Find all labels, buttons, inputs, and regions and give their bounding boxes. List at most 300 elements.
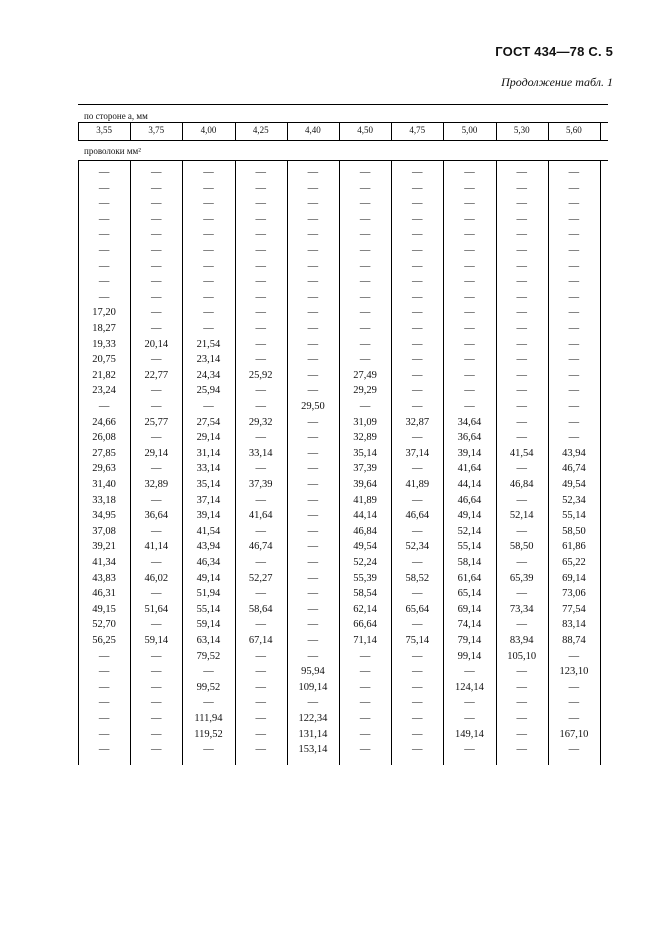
table-cell: —	[151, 713, 162, 724]
table-cell: —	[255, 525, 266, 537]
table-cell: 31,14	[196, 447, 221, 459]
table-cell: —	[255, 198, 266, 210]
table-cell: 25,92	[248, 369, 273, 381]
table-cell: —	[307, 338, 319, 350]
table-cell: 23,14	[196, 354, 221, 366]
header-divider	[339, 122, 340, 140]
table-cell: —	[568, 744, 580, 756]
table-cell: —	[516, 369, 527, 381]
table-cell: —	[568, 260, 580, 272]
table-cell: —	[516, 245, 527, 256]
table-cell: 41,54	[509, 447, 534, 459]
table-cell: 31,40	[92, 479, 116, 490]
table-cell: —	[255, 650, 266, 662]
table-cell: 75,14	[405, 635, 430, 646]
table-cell: —	[255, 229, 266, 241]
table-cell: 52,24	[353, 557, 377, 568]
table-cell: —	[464, 213, 475, 225]
table-cell: —	[98, 697, 110, 709]
table-cell: 21,54	[196, 338, 221, 350]
table-cell: —	[307, 447, 319, 459]
table-cell: 33,14	[196, 463, 221, 475]
table-cell: —	[98, 245, 110, 256]
table-cell: 31,09	[353, 416, 377, 428]
caption-rule	[78, 122, 608, 123]
table-cell: —	[412, 744, 423, 756]
table-cell: —	[307, 603, 319, 615]
table-cell: 27,49	[353, 369, 377, 381]
table-cell: —	[412, 697, 423, 709]
table-cell: —	[255, 307, 266, 319]
header-divider	[235, 122, 236, 140]
table-cell: —	[203, 276, 214, 288]
table-cell: 33,14	[248, 447, 273, 459]
table-cell: 39,21	[92, 541, 116, 553]
table-cell: —	[464, 697, 475, 709]
table-cell: —	[151, 557, 162, 568]
table-cell: —	[151, 245, 162, 256]
table-cell: 43,94	[196, 541, 221, 553]
header-divider	[496, 122, 497, 140]
column-header: 4,40	[305, 125, 321, 135]
table-cell: —	[568, 229, 580, 241]
table-cell: —	[412, 307, 423, 319]
table-cell: —	[98, 713, 110, 724]
table-cell: —	[307, 416, 319, 428]
table-cell: —	[359, 167, 371, 178]
table-cell: —	[412, 182, 423, 194]
column-header: 5,00	[461, 125, 478, 135]
table-cell: —	[359, 291, 371, 303]
table-cell: —	[255, 463, 266, 475]
table-cell: 46,02	[144, 572, 169, 584]
table-cell: —	[255, 338, 266, 350]
table-cell: —	[255, 167, 266, 178]
table-cell: 59,14	[196, 619, 221, 631]
table-cell: —	[203, 666, 214, 678]
table-cell: —	[516, 229, 527, 241]
table-cell: —	[412, 385, 423, 397]
table-cell: —	[203, 291, 214, 303]
table-cell: 36,64	[144, 510, 169, 522]
header-divider	[130, 122, 131, 140]
table-cell: 56,25	[92, 635, 116, 646]
table-cell: —	[98, 681, 110, 693]
table-cell: —	[516, 728, 527, 740]
header-divider	[391, 122, 392, 140]
table-cell: —	[568, 291, 580, 303]
page-code: ГОСТ 434—78 С. 5	[495, 44, 613, 59]
table-cell: —	[516, 167, 527, 178]
table-cell: —	[516, 619, 527, 631]
table-cell: —	[151, 681, 162, 693]
table-cell: 52,14	[509, 510, 534, 522]
table-cell: —	[255, 494, 266, 506]
table-cell: 55,14	[196, 603, 221, 615]
table-cell: 49,14	[457, 510, 482, 522]
table-cell: —	[151, 744, 162, 756]
table-cell: —	[151, 666, 162, 678]
table-cell: —	[412, 619, 423, 631]
table-cell: 52,34	[562, 494, 586, 506]
table-cell: —	[516, 307, 527, 319]
table-cell: —	[307, 198, 319, 210]
table-cell: —	[464, 291, 475, 303]
table-cell: —	[151, 323, 162, 334]
table-cell: —	[516, 198, 527, 210]
table-cell: 55,39	[353, 572, 377, 584]
table-cell: —	[359, 681, 371, 693]
table-cell: 24,34	[196, 369, 221, 381]
table-cell: —	[203, 229, 214, 241]
table-cell: —	[98, 666, 110, 678]
table-cell: —	[151, 588, 162, 600]
header-divider	[600, 122, 601, 140]
table-cell: —	[151, 494, 162, 506]
table-cell: —	[516, 681, 527, 693]
table-cell: —	[151, 525, 162, 537]
table-continuation-label: Продолжение табл. 1	[501, 75, 613, 89]
table-cell: 41,14	[144, 541, 169, 553]
table-cell: —	[516, 588, 527, 600]
table-cell: —	[151, 213, 162, 225]
table-cell: 39,14	[457, 447, 482, 459]
table-cell: 167,10	[559, 728, 589, 740]
table-cell: —	[464, 401, 475, 412]
caption-wire: проволоки мм²	[84, 146, 141, 156]
table-cell: —	[464, 245, 475, 256]
table-cell: 27,85	[92, 447, 116, 459]
table-cell: —	[516, 525, 527, 537]
table-cell: —	[151, 198, 162, 210]
table-cell: 52,34	[405, 541, 430, 553]
table-cell: —	[203, 307, 214, 319]
table-cell: —	[307, 167, 319, 178]
table-cell: —	[516, 494, 527, 506]
table-cell: —	[255, 432, 266, 444]
table-cell: —	[98, 728, 110, 740]
table-cell: 33,18	[92, 494, 116, 506]
table-cell: 73,06	[562, 588, 586, 600]
table-cell: —	[307, 510, 319, 522]
table-cell: —	[307, 541, 319, 553]
header-divider	[182, 122, 183, 140]
table-cell: —	[255, 588, 266, 600]
table-cell: 83,94	[509, 635, 534, 646]
table-cell: —	[412, 276, 423, 288]
table-cell: 65,14	[457, 588, 482, 600]
table-cell: 51,64	[144, 603, 169, 615]
table-cell: —	[98, 260, 110, 272]
table-cell: —	[359, 245, 371, 256]
table-cell: 83,14	[562, 619, 586, 631]
table-cell: 55,14	[457, 541, 482, 553]
table-cell: 77,54	[562, 603, 586, 615]
table-cell: 43,94	[562, 447, 586, 459]
table-cell: —	[412, 167, 423, 178]
table-cell: —	[412, 650, 423, 662]
caption-side: по стороне a, мм	[84, 111, 148, 121]
table-cell: 66,64	[353, 619, 377, 631]
table-cell: —	[151, 229, 162, 241]
table-cell: —	[203, 198, 214, 210]
table-cell: —	[516, 276, 527, 288]
table-cell: —	[568, 713, 580, 724]
table-cell: —	[359, 260, 371, 272]
table-cell: 49,14	[196, 572, 221, 584]
table-cell: 71,14	[353, 635, 377, 646]
table-cell: 29,14	[196, 432, 221, 444]
column-header: 4,00	[200, 125, 217, 135]
table-cell: —	[307, 494, 319, 506]
table-cell: —	[412, 666, 423, 678]
table-cell: —	[464, 167, 475, 178]
table-cell: —	[255, 681, 266, 693]
table-cell: —	[203, 697, 214, 709]
table-cell: 34,64	[457, 416, 482, 428]
table-cell: 18,27	[92, 323, 116, 334]
table-cell: —	[516, 338, 527, 350]
table-cell: 32,87	[405, 416, 430, 428]
table-cell: —	[516, 697, 527, 709]
table-cell: 65,39	[509, 572, 534, 584]
table-cell: —	[412, 432, 423, 444]
table-cell: —	[412, 338, 423, 350]
table-cell: —	[203, 245, 214, 256]
table-cell: 23,24	[92, 385, 116, 397]
table-cell: —	[255, 182, 266, 194]
table-cell: —	[151, 260, 162, 272]
table-cell: —	[568, 697, 580, 709]
table-cell: 39,64	[353, 479, 377, 490]
table-cell: —	[412, 728, 423, 740]
table-cell: 58,50	[562, 525, 586, 537]
table-cell: 39,14	[196, 510, 221, 522]
table-cell: —	[255, 401, 266, 412]
table-cell: —	[307, 182, 319, 194]
table-cell: 24,66	[92, 416, 116, 428]
table-cell: —	[255, 213, 266, 225]
table-cell: —	[359, 744, 371, 756]
table-cell: 35,14	[353, 447, 377, 459]
table-cell: —	[359, 307, 371, 319]
table-cell: 25,77	[144, 416, 169, 428]
table-cell: 22,77	[144, 369, 169, 381]
header-divider	[287, 122, 288, 140]
table-cell: 122,34	[298, 713, 328, 724]
table-cell: 123,10	[559, 666, 589, 678]
table-cell: —	[255, 557, 266, 568]
table-cell: —	[307, 291, 319, 303]
table-cell: 79,52	[196, 650, 221, 662]
column-header: 3,75	[148, 125, 165, 135]
table-cell: 111,94	[194, 713, 223, 724]
table-cell: —	[359, 354, 371, 366]
table-cell: —	[568, 416, 580, 428]
table-cell: —	[359, 713, 371, 724]
table-cell: —	[151, 276, 162, 288]
table-cell: —	[307, 260, 319, 272]
table-cell: 21,82	[92, 369, 116, 381]
table-cell: 19,33	[92, 338, 116, 350]
table-cell: —	[568, 369, 580, 381]
table-cell: 41,34	[92, 557, 116, 568]
table-cell: 29,29	[353, 385, 377, 397]
table-cell: —	[516, 213, 527, 225]
table-cell: —	[516, 463, 527, 475]
table-cell: 52,27	[248, 572, 273, 584]
table-cell: —	[151, 291, 162, 303]
table-cell: —	[464, 276, 475, 288]
table-cell: 20,75	[92, 354, 116, 366]
table-cell: 61,86	[562, 541, 586, 553]
table-cell: —	[568, 307, 580, 319]
table-cell: —	[307, 307, 319, 319]
table-cell: 44,14	[457, 479, 482, 490]
table-cell: —	[307, 588, 319, 600]
table-cell: —	[359, 323, 371, 334]
table-cell: —	[464, 323, 475, 334]
table-cell: —	[307, 385, 319, 397]
table-cell: —	[151, 697, 162, 709]
table-cell: —	[307, 525, 319, 537]
table-cell: 41,64	[457, 463, 482, 475]
table-cell: 79,14	[457, 635, 482, 646]
table-cell: —	[464, 229, 475, 241]
table-cell: —	[516, 744, 527, 756]
table-cell: 46,84	[509, 479, 534, 490]
table-cell: —	[98, 198, 110, 210]
table-cell: —	[412, 525, 423, 537]
table-cell: 49,54	[562, 479, 586, 490]
column-divider	[600, 160, 601, 765]
table-cell: —	[359, 728, 371, 740]
table-cell: 67,14	[248, 635, 273, 646]
table-cell: —	[359, 229, 371, 241]
table-cell: —	[151, 385, 162, 397]
table-cell: —	[412, 229, 423, 241]
table-cell: —	[255, 245, 266, 256]
table-cell: —	[307, 635, 319, 646]
table-cell: —	[98, 167, 110, 178]
table-cell: —	[359, 338, 371, 350]
table-cell: —	[255, 697, 266, 709]
table-cell: —	[412, 323, 423, 334]
table-cell: —	[464, 338, 475, 350]
table-cell: 29,50	[301, 401, 325, 412]
table-cell: 149,14	[455, 728, 484, 740]
table-cell: 27,54	[196, 416, 221, 428]
table-cell: —	[98, 650, 110, 662]
column-header: 5,30	[513, 125, 530, 135]
table-cell: —	[568, 198, 580, 210]
table-cell: —	[412, 463, 423, 475]
column-header: 4,25	[252, 125, 269, 135]
table-cell: —	[359, 213, 371, 225]
table-cell: —	[98, 182, 110, 194]
table-cell: —	[516, 182, 527, 194]
table-cell: 65,22	[562, 557, 586, 568]
table-cell: —	[98, 229, 110, 241]
table-cell: 62,14	[353, 603, 377, 615]
table-cell: —	[255, 276, 266, 288]
table-cell: —	[568, 432, 580, 444]
table-cell: 46,74	[248, 541, 273, 553]
table-cell: —	[203, 744, 214, 756]
table-cell: —	[203, 260, 214, 272]
table-cell: 49,15	[92, 603, 116, 615]
table-cell: —	[307, 557, 319, 568]
table-cell: —	[412, 588, 423, 600]
table-cell: —	[307, 354, 319, 366]
table-cell: 37,14	[405, 447, 430, 459]
table-cell: 95,94	[301, 666, 325, 678]
table-cell: —	[568, 385, 580, 397]
table-cell: —	[307, 369, 319, 381]
table-cell: 20,14	[144, 338, 169, 350]
table-cell: —	[568, 213, 580, 225]
table-cell: —	[151, 432, 162, 444]
table-cell: —	[568, 650, 580, 662]
table-cell: —	[464, 198, 475, 210]
table-cell: —	[307, 650, 319, 662]
table-cell: 49,54	[353, 541, 377, 553]
table-cell: —	[98, 744, 110, 756]
table-cell: —	[464, 369, 475, 381]
table-cell: —	[464, 744, 475, 756]
table-cell: —	[568, 182, 580, 194]
table-cell: —	[98, 401, 110, 412]
table-cell: —	[516, 666, 527, 678]
table-cell: —	[412, 198, 423, 210]
table-cell: —	[307, 619, 319, 631]
table-cell: 41,89	[405, 479, 430, 490]
table-cell: 46,84	[353, 525, 377, 537]
table-cell: —	[412, 401, 423, 412]
table-cell: —	[568, 276, 580, 288]
table-cell: —	[203, 213, 214, 225]
table-cell: —	[464, 385, 475, 397]
table-cell: 35,14	[196, 479, 221, 490]
table-cell: —	[255, 260, 266, 272]
table-cell: —	[359, 666, 371, 678]
table-cell: —	[516, 291, 527, 303]
table-cell: 58,50	[509, 541, 534, 553]
table-cell: —	[98, 291, 110, 303]
table-cell: —	[412, 681, 423, 693]
table-cell: 29,32	[248, 416, 273, 428]
table-cell: —	[359, 182, 371, 194]
table-cell: —	[203, 167, 214, 178]
table-cell: —	[203, 323, 214, 334]
table-cell: —	[412, 369, 423, 381]
table-cell: —	[359, 650, 371, 662]
table-cell: —	[464, 354, 475, 366]
table-cell: —	[412, 291, 423, 303]
table-cell: —	[516, 432, 527, 444]
table-cell: —	[359, 401, 371, 412]
table-cell: 153,14	[298, 744, 328, 756]
header-divider	[443, 122, 444, 140]
table-cell: —	[151, 728, 162, 740]
table-cell: —	[203, 182, 214, 194]
table-cell: 46,64	[405, 510, 430, 522]
table-cell: 44,14	[353, 510, 377, 522]
table-cell: —	[568, 167, 580, 178]
column-header: 4,50	[357, 125, 373, 135]
table-cell: 29,63	[92, 463, 116, 475]
table-cell: 65,64	[405, 603, 430, 615]
